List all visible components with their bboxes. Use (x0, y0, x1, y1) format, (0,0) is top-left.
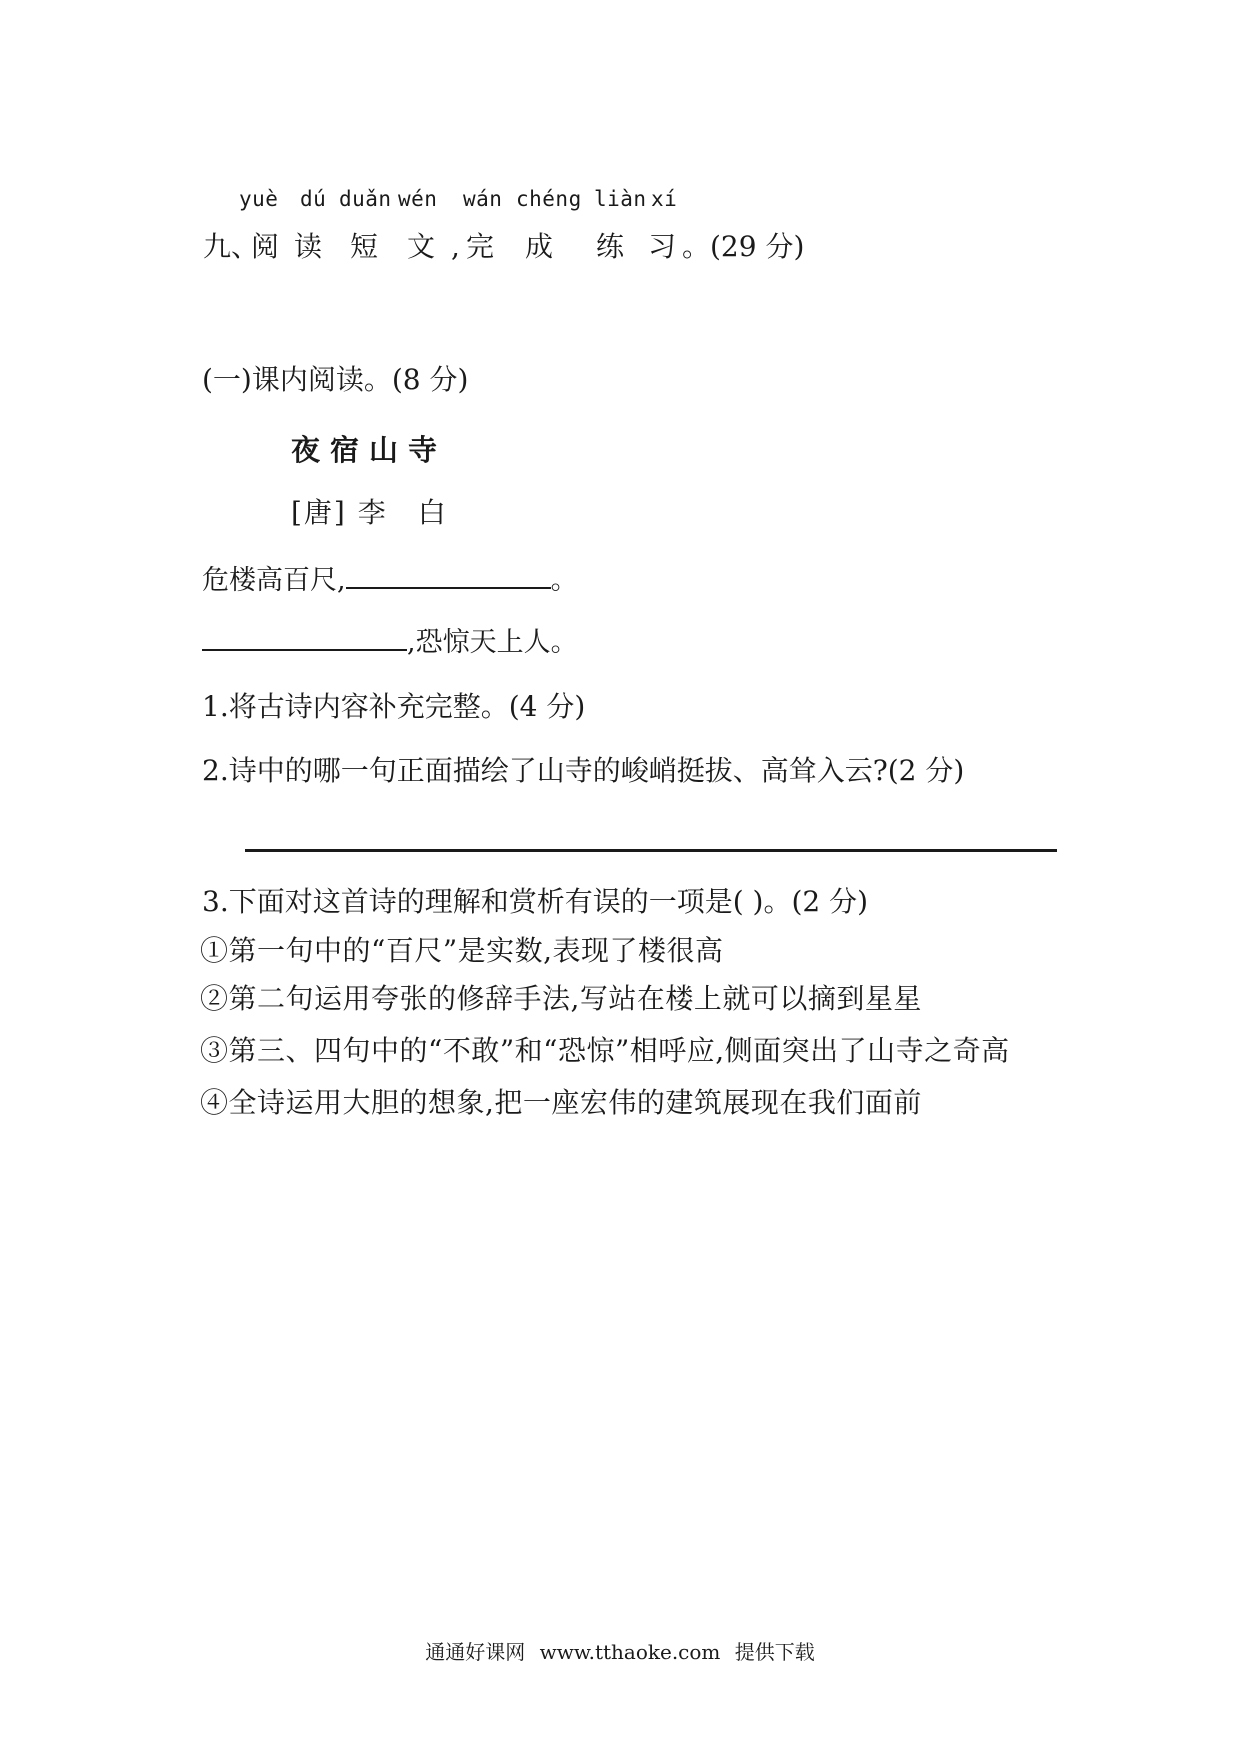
poem-line-1 (202, 558, 578, 597)
footer-site-name: 通通好课网 (425, 1640, 526, 1664)
heading-char-lian: 练 (596, 230, 625, 263)
question-1: 1.将古诗内容补充完整。(4 分) (202, 690, 586, 723)
section-nine-prefix: 九、 (203, 230, 260, 263)
option-1: ①第一句中的“百尺”是实数,表现了楼很高 (200, 934, 724, 967)
footer (0, 1636, 1240, 1665)
pinyin-wan: wán (463, 187, 503, 211)
heading-comma: , (451, 230, 460, 263)
poem-line-1-start: 危楼高百尺, (202, 565, 346, 596)
poem-title: 夜宿山寺 (291, 433, 448, 467)
option-2: ②第二句运用夸张的修辞手法,写站在楼上就可以摘到星星 (200, 982, 922, 1015)
poet-line (291, 491, 478, 531)
pinyin-du: dú (300, 187, 327, 211)
poet-name: 李白 (357, 496, 478, 529)
pinyin-wen: wén (398, 187, 438, 211)
footer-url[interactable]: www.tthaoke.com (539, 1640, 721, 1664)
heading-char-xi: 习 (648, 230, 677, 263)
pinyin-duan: duǎn (339, 187, 392, 211)
pinyin-cheng: chéng (516, 187, 582, 211)
heading-char-du: 读 (294, 230, 323, 263)
option-4: ④全诗运用大胆的想象,把一座宏伟的建筑展现在我们面前 (200, 1086, 922, 1119)
poem-line-2-end: ,恐惊天上人。 (407, 627, 578, 658)
section-nine-score: 。(29 分) (682, 230, 805, 263)
blank-line-2[interactable] (202, 623, 407, 651)
question-2: 2.诗中的哪一句正面描绘了山寺的峻峭挺拔、高耸入云?(2 分) (202, 754, 965, 787)
heading-char-yue: 阅 (251, 230, 280, 263)
footer-tail: 提供下载 (734, 1640, 815, 1664)
poem-line-2 (202, 620, 578, 659)
answer-line-q2[interactable] (245, 849, 1057, 852)
heading-char-wen: 文 (407, 230, 436, 263)
pinyin-lian: liàn (594, 187, 647, 211)
heading-char-cheng: 成 (525, 230, 554, 263)
poem-line-1-end: 。 (550, 565, 578, 596)
pinyin-yue: yuè (239, 187, 279, 211)
heading-char-wan: 完 (466, 230, 495, 263)
poet-dynasty: [唐] (291, 496, 347, 529)
blank-line-1[interactable] (346, 561, 551, 589)
question-3: 3.下面对这首诗的理解和赏析有误的一项是( )。(2 分) (202, 885, 869, 918)
part-one-heading: (一)课内阅读。(8 分) (202, 363, 469, 396)
option-3: ③第三、四句中的“不敢”和“恐惊”相呼应,侧面突出了山寺之奇高 (200, 1034, 1010, 1067)
heading-char-duan: 短 (350, 230, 379, 263)
pinyin-xi: xí (651, 187, 678, 211)
